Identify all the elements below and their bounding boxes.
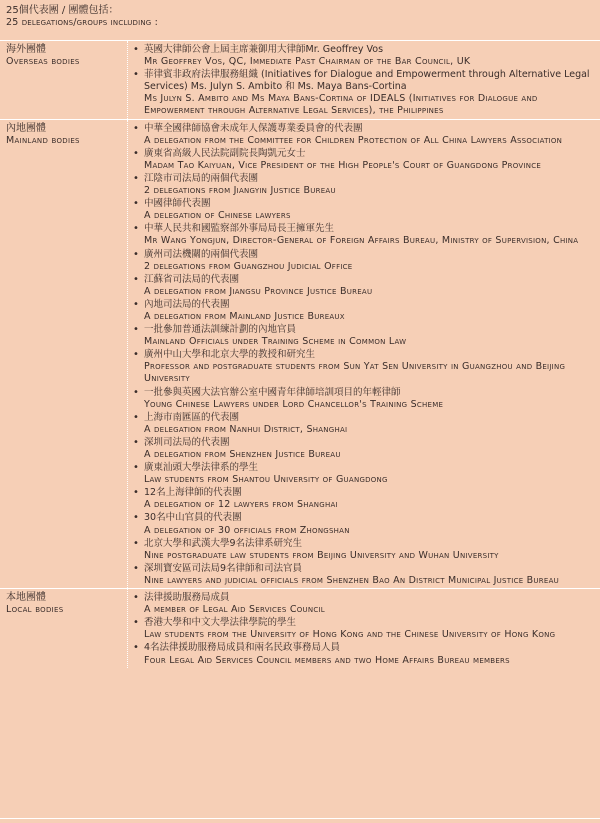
list-item — [132, 148, 592, 172]
item-zh: • 菲律賓非政府法律服務組織 (Initiatives for Dialogue and Empowerment through Alternative Legal Services) Ms. Julyn S. Ambito 和 Ms. Maya Bans-Cortina — [144, 69, 590, 93]
list-item — [132, 299, 592, 323]
delegations-table — [0, 40, 600, 668]
item-en: A delegation from Jiangsu Province Justice Bureau — [144, 285, 373, 297]
item-en: Mainland Officials under Training Scheme in Common Law — [144, 336, 407, 348]
item-zh: • 12名上海律師的代表團 — [144, 487, 242, 499]
item-zh: • 廣東汕頭大學法律系的學生 — [144, 462, 259, 474]
item-zh: • 中華人民共和國監察部外事局局長王擁軍先生 — [144, 223, 335, 235]
item-zh: • 深圳寶安區司法局9名律師和司法官員 — [144, 562, 303, 574]
section-label-zh: 內地團體 — [6, 122, 46, 134]
list-item — [132, 274, 592, 298]
item-en: Madam Tao Kaiyuan, Vice President of the High People's Court of Guangdong Province — [144, 159, 542, 171]
item-en: Four Legal Aid Services Council members and two Home Affairs Bureau members — [144, 654, 510, 666]
item-zh: • 中國律師代表團 — [144, 198, 211, 210]
item-en: Mr Wang Yongjun, Director-General of Foreign Affairs Bureau, Ministry of Supervision, China — [144, 235, 579, 247]
item-zh: • 法律援助服務局成員 — [144, 592, 230, 604]
item-en: A delegation of Chinese lawyers — [144, 210, 291, 222]
item-en: Mr Geoffrey Vos, QC, Immediate Past Chairman of the Bar Council, UK — [144, 56, 471, 68]
item-en: Nine lawyers and judicial officials from Shenzhen Bao An District Municipal Justice Bureau — [144, 574, 559, 586]
item-en: A delegation of 12 lawyers from Shanghai — [144, 499, 338, 511]
list-item — [132, 563, 592, 587]
header-title-en: 25 delegations/groups including : — [6, 17, 159, 28]
item-en: Law students from Shantou University of Guangdong — [144, 474, 388, 486]
section-local — [0, 588, 600, 668]
item-zh: • 一批參與英國大法官辦公室中國青年律師培訓項目的年輕律師 — [144, 386, 401, 398]
list-item — [132, 198, 592, 222]
list-item — [132, 512, 592, 536]
list-item — [132, 173, 592, 197]
item-en: A delegation from Nanhui District, Shanghai — [144, 423, 348, 435]
section-items — [128, 120, 600, 588]
list-item — [132, 69, 592, 117]
section-label-en: Local bodies — [6, 604, 64, 616]
page-header — [6, 4, 594, 29]
item-zh: • 廣東省高級人民法院副院長陶凱元女士 — [144, 147, 306, 159]
section-overseas — [0, 40, 600, 119]
list-item — [132, 487, 592, 511]
table-bottom-border — [0, 818, 600, 819]
item-zh: • 深圳司法局的代表團 — [144, 436, 230, 448]
item-zh: • 香港大學和中文大學法律學院的學生 — [144, 617, 297, 629]
item-zh: • 江陰市司法局的兩個代表團 — [144, 172, 259, 184]
item-en: A delegation of 30 officials from Zhongshan — [144, 524, 350, 536]
list-item — [132, 123, 592, 147]
section-items — [128, 41, 600, 119]
item-en: A delegation from Shenzhen Justice Bureau — [144, 449, 341, 460]
item-zh: • 江蘇省司法局的代表團 — [144, 273, 240, 285]
item-zh: • 廣州中山大學和北京大學的教授和研究生 — [144, 349, 316, 361]
list-item — [132, 437, 592, 461]
item-zh: • 30名中山官員的代表團 — [144, 512, 242, 524]
item-en: Young Chinese Lawyers under Lord Chancellor's Training Scheme — [144, 398, 444, 410]
item-en: A delegation from Mainland Justice Bureaux — [144, 310, 345, 322]
section-label-zh: 海外團體 — [6, 44, 46, 55]
item-zh: • 一批參加普通法訓練計劃的內地官員 — [144, 324, 297, 336]
list-item — [132, 592, 592, 616]
item-zh: • 4名法律援助服務局成員和兩名民政事務局人員 — [144, 642, 341, 654]
list-item — [132, 324, 592, 348]
item-zh: • 內地司法局的代表團 — [144, 298, 230, 310]
item-zh: • 北京大學和武漢大學9名法律系研究生 — [144, 537, 303, 549]
list-item — [132, 249, 592, 273]
item-zh: • 廣州司法機關的兩個代表團 — [144, 248, 259, 260]
item-en: Professor and postgraduate students from Sun Yat Sen University in Guangzhou and Beijing University — [144, 361, 566, 385]
item-en: A delegation from the Committee for Children Protection of All China Lawyers Association — [144, 134, 563, 146]
section-label-en: Mainland bodies — [6, 134, 80, 146]
list-item — [132, 642, 592, 666]
section-label-en: Overseas bodies — [6, 56, 80, 67]
list-item — [132, 223, 592, 247]
item-en: Law students from the University of Hong Kong and the Chinese University of Hong Kong — [144, 629, 556, 641]
section-items — [128, 589, 600, 668]
item-en: Nine postgraduate law students from Beijing University and Wuhan University — [144, 549, 499, 561]
list-item — [132, 387, 592, 411]
section-label — [0, 589, 128, 668]
item-zh: • 中華全國律師協會未成年人保護專業委員會的代表團 — [144, 122, 363, 134]
item-en: Ms Julyn S. Ambito and Ms Maya Bans-Cortina of IDEALS (Initiatives for Dialogue and Empowerment through Alternative Legal Services), the Philippines — [144, 93, 538, 117]
section-label-zh: 本地團體 — [6, 592, 46, 604]
list-item — [132, 349, 592, 385]
item-en: A member of Legal Aid Services Council — [144, 604, 325, 616]
list-item — [132, 538, 592, 562]
list-item — [132, 412, 592, 436]
list-item — [132, 44, 592, 68]
section-label — [0, 41, 128, 119]
header-title-zh: 25個代表團 / 團體包括： — [6, 5, 119, 16]
list-item — [132, 617, 592, 641]
list-item — [132, 462, 592, 486]
section-label — [0, 120, 128, 588]
item-en: 2 delegations from Guangzhou Judicial Office — [144, 260, 353, 272]
item-en: 2 delegations from Jiangyin Justice Bureau — [144, 185, 336, 197]
item-zh: • 上海市南匯區的代表團 — [144, 411, 240, 423]
item-zh: • 英國大律師公會上屆主席兼御用大律師Mr. Geoffrey Vos — [144, 44, 384, 55]
section-mainland — [0, 119, 600, 588]
